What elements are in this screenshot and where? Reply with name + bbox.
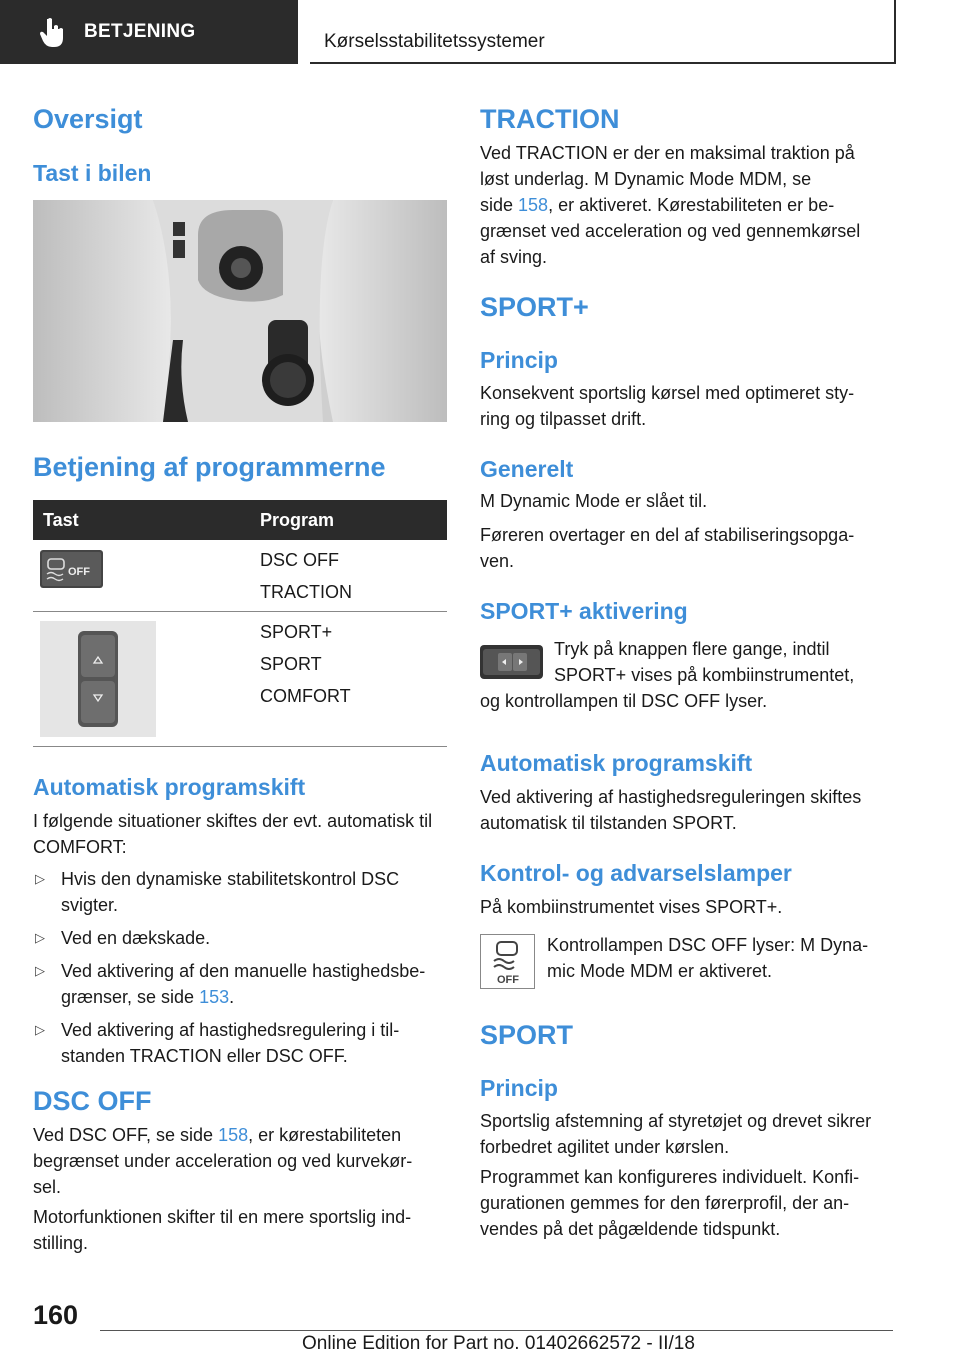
dsc-off-warning-lamp-icon	[480, 934, 535, 989]
console-photo	[33, 200, 447, 422]
traction-paragraph: Ved TRACTION er der en maksimal traktion på løst underlag. M Dynamic Mode MDM, se side 158, er aktiveret. Kørestabiliteten er be- grænset ved acceleration og ved gennemkørsel af sving.	[480, 143, 861, 267]
table-row	[33, 612, 447, 747]
heading-oversigt: Oversigt	[33, 104, 143, 134]
svg-text:OFF: OFF	[497, 974, 519, 986]
kontrol-lamp-text: Kontrollampen DSC OFF lyser: M Dyna- mic Mode MDM er aktiveret.	[547, 935, 869, 981]
hand-icon	[40, 17, 66, 47]
program-dsc-off: DSC OFF	[260, 550, 339, 570]
page-link-158[interactable]: 158	[218, 1125, 249, 1145]
footer-edition: Online Edition for Part no. 01402662572 - II/18	[302, 1333, 695, 1354]
header-title-box	[310, 0, 896, 64]
heading-tast: Tast i bilen	[33, 160, 152, 186]
kontrol-p1: På kombiinstrumentet vises SPORT+.	[480, 897, 783, 917]
auto-bullet-list	[33, 866, 453, 1076]
section-label: BETJENING	[84, 21, 196, 42]
aktivering-text-indent: Tryk på knappen flere gange, indtil SPORT+ vises på kombiinstrumentet,	[554, 639, 855, 685]
generelt-p1: M Dynamic Mode er slået til.	[480, 491, 708, 511]
auto-right-text: Ved aktivering af hastighedsreguleringen skiftes automatisk til tilstanden SPORT.	[480, 787, 862, 833]
triangle-bullet-icon: ▷	[35, 871, 45, 886]
sport-princip-p1: Sportslig afstemning af styretøjet og drevet sikrer forbedret agilitet under kørslen.	[480, 1111, 872, 1157]
heading-sportplus-aktivering: SPORT+ aktivering	[480, 598, 688, 624]
center-console-image	[33, 200, 447, 422]
list-item: ▷ Hvis den dynamiske stabilitetskontrol DSC svigter.	[33, 866, 453, 918]
footer-divider	[100, 1330, 893, 1331]
heading-traction: TRACTION	[480, 104, 620, 134]
auto-intro: I følgende situationer skiftes der evt. automatisk til COMFORT:	[33, 811, 433, 857]
heading-sportplus-princip: Princip	[480, 347, 558, 373]
heading-dsc-off: DSC OFF	[33, 1086, 152, 1116]
col-header-tast: Tast	[43, 510, 79, 530]
heading-sport: SPORT	[480, 1020, 574, 1050]
page-number: 160	[33, 1300, 79, 1330]
dsc-paragraph-2: Motorfunktionen skifter til en mere sportslig ind- stilling.	[33, 1207, 412, 1253]
page-link-153[interactable]: 153	[199, 987, 230, 1007]
mode-rocker-switch-icon	[40, 621, 156, 737]
list-item: ▷ Ved aktivering af hastighedsregulering i til- standen TRACTION eller DSC OFF.	[33, 1017, 453, 1069]
generelt-p2: Føreren overtager en del af stabiliseringsopga- ven.	[480, 525, 855, 571]
col-header-program: Program	[260, 510, 335, 530]
program-comfort: COMFORT	[260, 686, 351, 706]
dsc-off-button-icon	[40, 550, 103, 588]
table-header	[33, 500, 447, 540]
chapter-title: Kørselsstabilitetssystemer	[324, 31, 545, 52]
heading-automatisk-right: Automatisk programskift	[480, 750, 753, 776]
svg-text:OFF: OFF	[68, 566, 90, 578]
list-item: ▷ Ved aktivering af den manuelle hastighedsbe- grænser, se side 153.	[33, 958, 453, 1010]
heading-sport-princip: Princip	[480, 1075, 558, 1101]
list-item: ▷ Ved en dækskade.	[33, 925, 453, 951]
triangle-bullet-icon: ▷	[35, 1022, 45, 1037]
heading-kontrol: Kontrol- og advarselslamper	[480, 860, 792, 886]
mode-switch-small-icon	[480, 645, 543, 679]
dsc-paragraph-1: Ved DSC OFF, se side 158, er kørestabiliteten begrænset under acceleration og ved kurvekør- sel.	[33, 1125, 413, 1197]
heading-sport-plus: SPORT+	[480, 292, 589, 322]
heading-generelt: Generelt	[480, 456, 574, 482]
table-row	[33, 540, 447, 612]
aktivering-text: og kontrollampen til DSC OFF lyser.	[480, 691, 768, 711]
program-sport: SPORT	[260, 654, 322, 674]
triangle-bullet-icon: ▷	[35, 963, 45, 978]
sportplus-princip-text: Konsekvent sportslig kørsel med optimeret sty- ring og tilpasset drift.	[480, 383, 855, 429]
triangle-bullet-icon: ▷	[35, 930, 45, 945]
page-link-158[interactable]: 158	[518, 195, 549, 215]
program-sport-plus: SPORT+	[260, 622, 333, 642]
header-section-tab	[0, 0, 298, 64]
heading-betjening: Betjening af programmerne	[33, 452, 386, 482]
sport-princip-p2: Programmet kan konfigureres individuelt. Konfi- gurationen gemmes for den førerprofil, der an- vendes på det pågældende tidspunkt.	[480, 1167, 860, 1239]
program-traction: TRACTION	[260, 582, 352, 602]
heading-automatisk: Automatisk programskift	[33, 774, 306, 800]
program-table	[33, 500, 447, 747]
